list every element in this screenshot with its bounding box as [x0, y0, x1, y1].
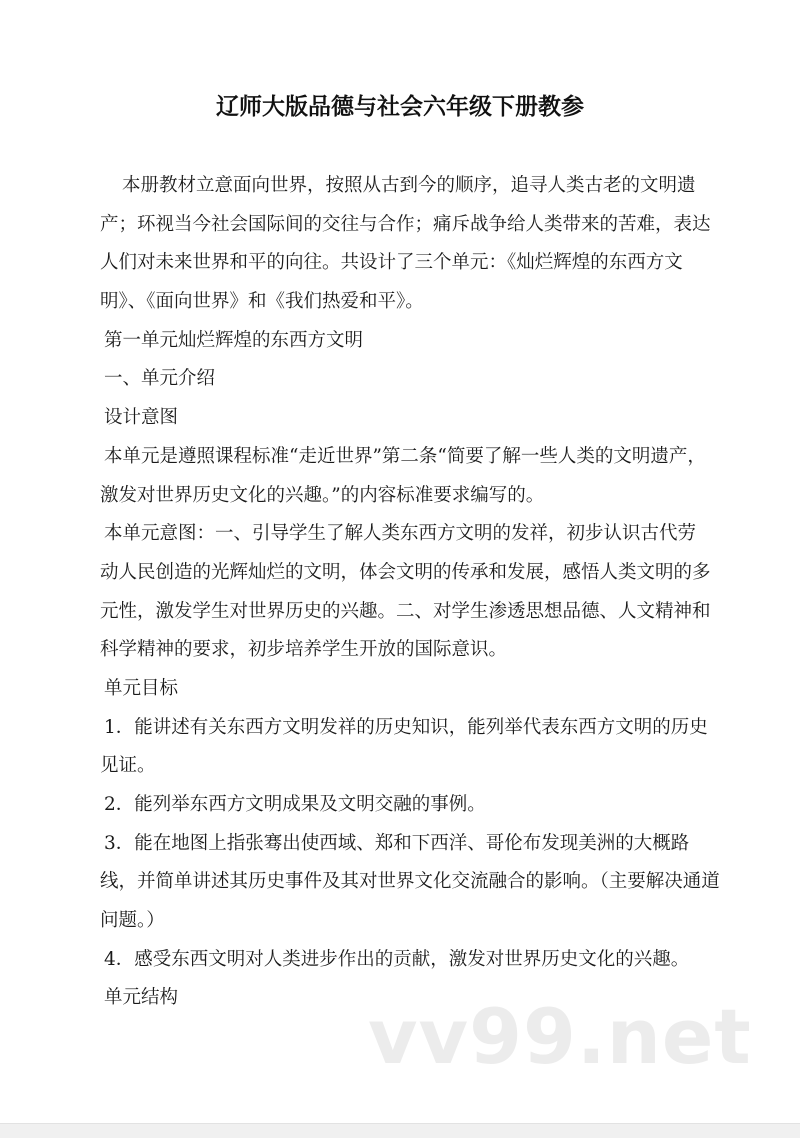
section-heading: 单元结构: [104, 987, 179, 1009]
list-item: 1．能讲述有关东西方文明发祥的历史知识，能列举代表东西方文明的历史: [104, 716, 708, 738]
section-heading: 一、单元介绍: [104, 368, 216, 390]
paragraph-line: 动人民创造的光辉灿烂的文明，体会文明的传承和发展，感悟人类文明的多: [100, 561, 711, 583]
paragraph-line: 元性，激发学生对世界历史的兴趣。二、对学生渗透思想品德、人文精神和: [100, 600, 711, 622]
list-item: 3．能在地图上指张骞出使西域、郑和下西洋、哥伦布发现美洲的大概路: [104, 832, 690, 854]
paragraph-line: 激发对世界历史文化的兴趣。”的内容标准要求编写的。: [100, 484, 545, 506]
paragraph-line: 本单元是遵照课程标准“走近世界”第二条“简要了解一些人类的文明遗产，: [104, 445, 706, 467]
paragraph-line: 人们对未来世界和平的向往。共设计了三个单元：《灿烂辉煌的东西方文: [100, 252, 683, 274]
paragraph-line: 明》、《面向世界》和《我们热爱和平》。: [100, 291, 424, 313]
page-bottom-edge: [0, 1123, 800, 1138]
list-item-continuation: 见证。: [100, 755, 156, 777]
paragraph-line: 本单元意图：一、引导学生了解人类东西方文明的发祥，初步认识古代劳: [104, 523, 697, 545]
list-item: 2．能列举东西方文明成果及文明交融的事例。: [104, 794, 486, 815]
list-item-continuation: 线，并简单讲述其历史事件及其对世界文化交流融合的影响。（主要解决通道: [100, 871, 720, 893]
watermark: vv99.net: [368, 992, 752, 1081]
paragraph-line: 本册教材立意面向世界，按照从古到今的顺序，追寻人类古老的文明遗: [122, 175, 696, 196]
document-body: [100, 167, 720, 1018]
document-title: 辽师大版品德与社会六年级下册教参: [216, 94, 584, 120]
list-item: 4．感受东西文明对人类进步作出的贡献，激发对世界历史文化的兴趣。: [104, 948, 690, 970]
section-heading: 第一单元灿烂辉煌的东西方文明: [104, 329, 364, 351]
paragraph-line: 科学精神的要求，初步培养学生开放的国际意识。: [100, 639, 508, 661]
section-heading: 设计意图: [104, 407, 179, 429]
paragraph-line: 产；环视当今社会国际间的交往与合作；痛斥战争给人类带来的苦难，表达: [100, 213, 711, 235]
list-item-continuation: 问题。）: [100, 910, 165, 932]
section-heading: 单元目标: [104, 677, 179, 699]
